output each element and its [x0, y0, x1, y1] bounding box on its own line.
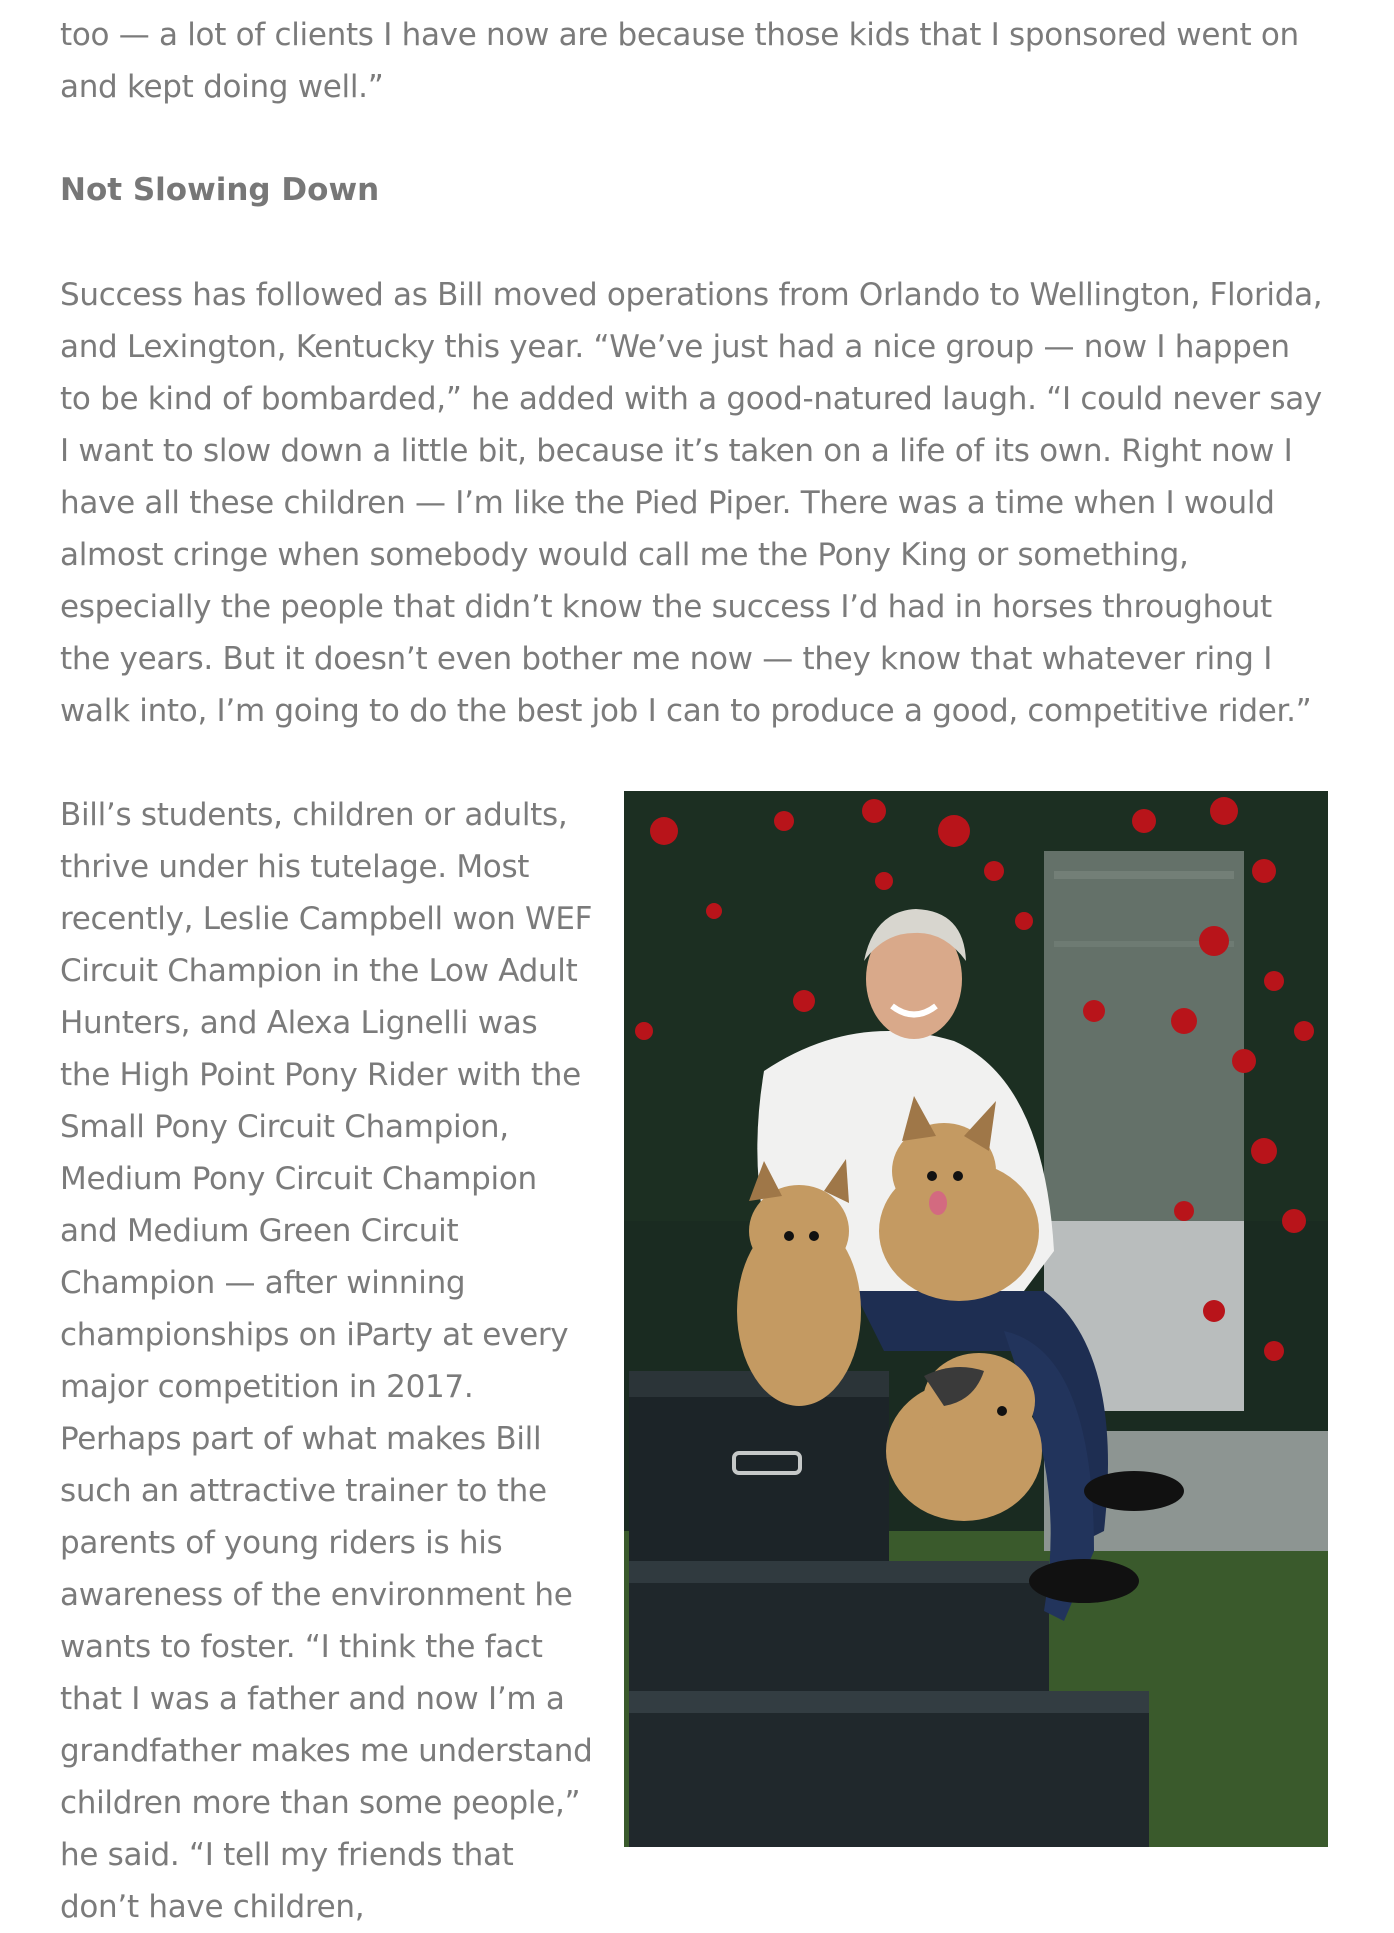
trainer-with-dogs-photo	[624, 791, 1328, 1847]
success-paragraph: Success has followed as Bill moved operations from Orlando to Wellington, Florida, and Lexington, Kentucky this year. “We’ve just had a nice group — now I happen to be kind of bombarded,” he added with a good-natured laugh. “I could never say I want to slow down a little bit, because it’s taken on a life of its own. Right now I have all these children — I’m like the Pied Piper. There was a time when I would almost cringe when somebody would call me the Pony King or something, especially the people that didn’t know the success I’d had in horses throughout the years. But it doesn’t even bother me now — they know that whatever ring I walk into, I’m going to do the best job I can to produce a good, competitive rider.”	[60, 277, 1323, 729]
students-paragraph: Bill’s students, children or adults, thrive under his tutelage. Most recently, Leslie Campbell won WEF Circuit Champion in the Low Adult Hunters, and Alexa Lignelli was the High Point Pony Rider with the Small Pony Circuit Champion, Medium Pony Circuit Champion and Medium Green Circuit Champion — after winning championships on iParty at every major competition in 2017. Perhaps part of what makes Bill such an attractive trainer to the parents of young riders is his awareness of the environment he wants to foster. “I think the fact that I was a father and now I’m a grandfather makes me understand children more than some people,” he said. “I tell my friends that don’t have children,	[60, 797, 593, 1925]
section-heading: Not Slowing Down	[60, 172, 380, 208]
intro-paragraph: too — a lot of clients I have now are because those kids that I sponsored went on and kept doing well.”	[60, 17, 1299, 105]
